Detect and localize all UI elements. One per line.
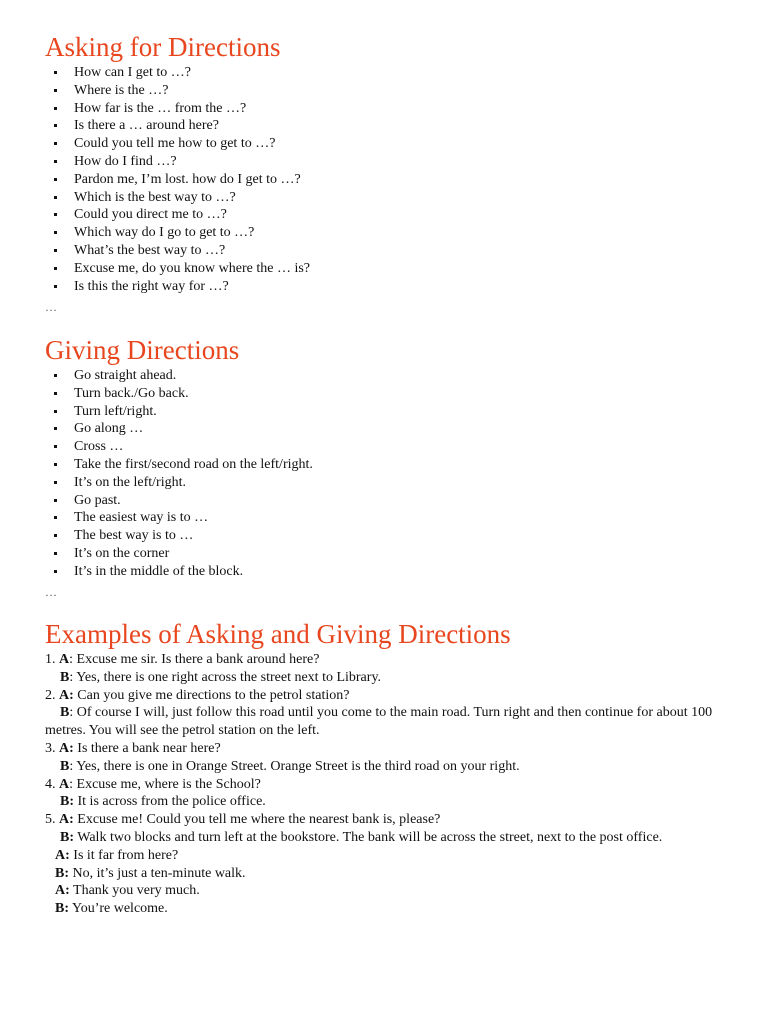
bullet-icon bbox=[54, 552, 57, 555]
dialogue-line: B: Of course I will, just follow this road until you come to the main road. Turn right and then continue for about 100 metres. You will see the petrol station on the left. bbox=[45, 705, 713, 739]
bullet-icon bbox=[54, 499, 57, 502]
bullet-icon bbox=[54, 570, 57, 573]
list-item: The easiest way is to … bbox=[45, 509, 313, 527]
bullet-icon bbox=[54, 481, 57, 484]
dialogue-line: A: Thank you very much. bbox=[55, 883, 200, 899]
examples-dialogue bbox=[45, 651, 735, 918]
bullet-icon bbox=[54, 445, 57, 448]
bullet-icon bbox=[54, 249, 57, 252]
dialogue-line: B: Walk two blocks and turn left at the bookstore. The bank will be across the street, next to the post office. bbox=[60, 829, 663, 845]
list-item: Could you direct me to …? bbox=[45, 206, 310, 224]
bullet-icon bbox=[54, 124, 57, 127]
dialogue-line: 5. A: Excuse me! Could you tell me where the nearest bank is, please? bbox=[45, 812, 441, 828]
list-item: Take the first/second road on the left/right. bbox=[45, 456, 313, 474]
dialogue-line: B: You’re welcome. bbox=[55, 901, 168, 917]
bullet-icon bbox=[54, 142, 57, 145]
dialogue-line: B: Yes, there is one in Orange Street. Orange Street is the third road on your right. bbox=[60, 758, 520, 774]
list-item: Could you tell me how to get to …? bbox=[45, 135, 310, 153]
bullet-icon bbox=[54, 516, 57, 519]
list-item: How do I find …? bbox=[45, 153, 310, 171]
bullet-icon bbox=[54, 178, 57, 181]
bullet-icon bbox=[54, 89, 57, 92]
dialogue-line: B: No, it’s just a ten-minute walk. bbox=[55, 865, 246, 881]
list-item: How can I get to …? bbox=[45, 64, 310, 82]
list-item: It’s on the left/right. bbox=[45, 474, 313, 492]
bullet-icon bbox=[54, 231, 57, 234]
bullet-icon bbox=[54, 196, 57, 199]
bullet-icon bbox=[54, 534, 57, 537]
dialogue-line: 1. A: Excuse me sir. Is there a bank around here? bbox=[45, 652, 320, 667]
list-item: It’s on the corner bbox=[45, 545, 313, 563]
bullet-icon bbox=[54, 427, 57, 430]
dialogue-line: 2. A: Can you give me directions to the petrol station? bbox=[45, 687, 350, 703]
giving-heading: Giving Directions bbox=[45, 335, 240, 365]
list-item: Cross … bbox=[45, 438, 313, 456]
list-item: The best way is to … bbox=[45, 527, 313, 545]
dialogue-line: 4. A: Excuse me, where is the School? bbox=[45, 776, 261, 792]
giving-list bbox=[45, 367, 313, 581]
bullet-icon bbox=[54, 392, 57, 395]
list-item: Go past. bbox=[45, 492, 313, 510]
bullet-icon bbox=[54, 71, 57, 74]
bullet-icon bbox=[54, 410, 57, 413]
list-item: Excuse me, do you know where the … is? bbox=[45, 260, 310, 278]
dialogue-line: B: Yes, there is one right across the street next to Library. bbox=[60, 669, 382, 685]
dialogue-line: B: It is across from the police office. bbox=[60, 794, 266, 810]
bullet-icon bbox=[54, 463, 57, 466]
list-item: Which is the best way to …? bbox=[45, 189, 310, 207]
bullet-icon bbox=[54, 374, 57, 377]
list-item: Go straight ahead. bbox=[45, 367, 313, 385]
examples-heading: Examples of Asking and Giving Directions bbox=[45, 619, 511, 649]
bullet-icon bbox=[54, 267, 57, 270]
list-item: Turn back./Go back. bbox=[45, 385, 313, 403]
dialogue-line: A: Is it far from here? bbox=[55, 847, 179, 863]
list-item: Where is the …? bbox=[45, 82, 310, 100]
list-item: Turn left/right. bbox=[45, 403, 313, 421]
list-item: What’s the best way to …? bbox=[45, 242, 310, 260]
dialogue-line: 3. A: Is there a bank near here? bbox=[45, 740, 221, 756]
list-item: Which way do I go to get to …? bbox=[45, 224, 310, 242]
list-item: It’s in the middle of the block. bbox=[45, 563, 313, 581]
bullet-icon bbox=[54, 213, 57, 216]
giving-ellipsis: … bbox=[45, 585, 57, 599]
list-item: Is this the right way for …? bbox=[45, 278, 310, 296]
list-item: Go along … bbox=[45, 420, 313, 438]
list-item: Is there a … around here? bbox=[45, 117, 310, 135]
asking-ellipsis: … bbox=[45, 300, 57, 314]
bullet-icon bbox=[54, 107, 57, 110]
asking-list bbox=[45, 64, 310, 295]
bullet-icon bbox=[54, 160, 57, 163]
list-item: How far is the … from the …? bbox=[45, 100, 310, 118]
list-item: Pardon me, I’m lost. how do I get to …? bbox=[45, 171, 310, 189]
bullet-icon bbox=[54, 285, 57, 288]
asking-heading: Asking for Directions bbox=[45, 32, 281, 62]
